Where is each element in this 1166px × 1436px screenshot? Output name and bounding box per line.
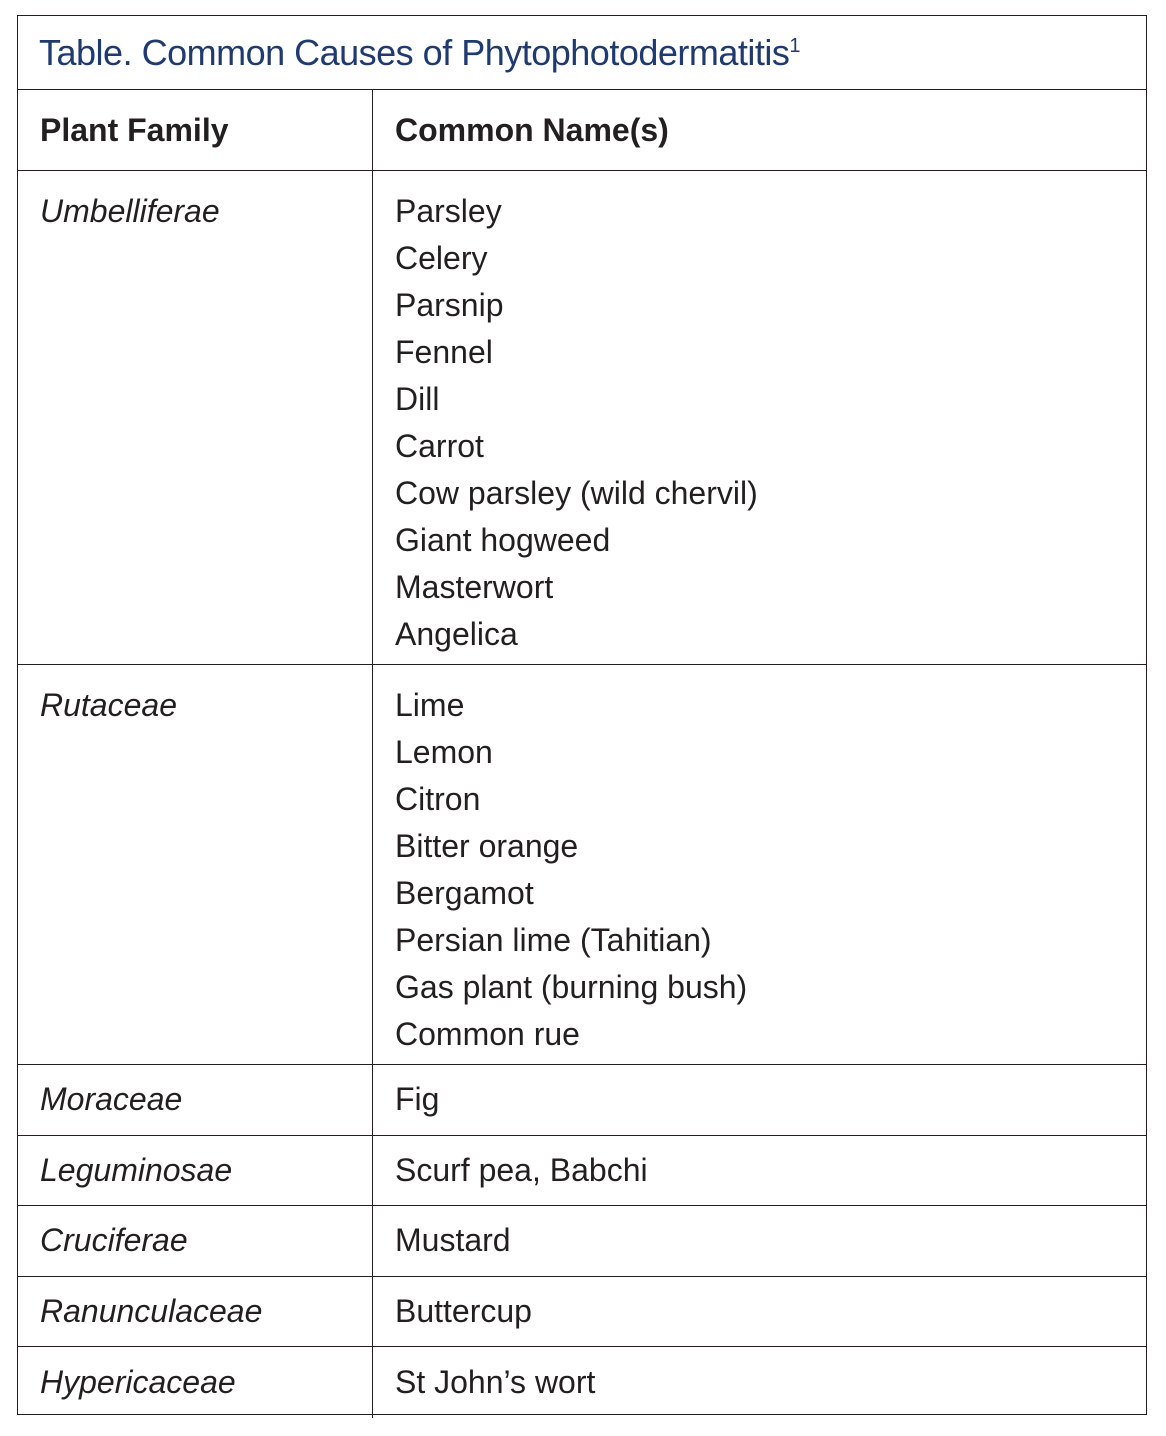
common-name: Bitter orange (395, 828, 579, 864)
common-name: Parsnip (395, 287, 504, 323)
table-title-row (18, 16, 1146, 90)
common-name: Fennel (395, 334, 493, 370)
family-cell: Hypericaceae (18, 1347, 373, 1418)
names-cell (373, 171, 1146, 665)
common-name: Masterwort (395, 569, 554, 605)
names-cell: Scurf pea, Babchi (373, 1136, 1146, 1207)
common-name: Angelica (395, 616, 518, 652)
family-cell: Rutaceae (18, 665, 373, 1065)
table-row (18, 1206, 1146, 1277)
table-row (18, 1136, 1146, 1207)
family-cell: Cruciferae (18, 1206, 373, 1277)
table-row (18, 1277, 1146, 1348)
common-name: Celery (395, 240, 488, 276)
family-cell: Leguminosae (18, 1136, 373, 1207)
common-name: Common rue (395, 1016, 580, 1052)
common-name: Gas plant (burning bush) (395, 969, 748, 1005)
family-cell: Ranunculaceae (18, 1277, 373, 1348)
table-row (18, 665, 1146, 1065)
table-title-text: Table. Common Causes of Phytophotodermatitis (39, 31, 790, 73)
header-plant-family: Plant Family (18, 90, 373, 171)
header-common-names: Common Name(s) (373, 90, 1146, 171)
family-cell: Umbelliferae (18, 171, 373, 665)
family-cell: Moraceae (18, 1065, 373, 1136)
common-name: Parsley (395, 193, 502, 229)
common-name: Lime (395, 687, 465, 723)
common-name: Bergamot (395, 875, 534, 911)
names-cell: Buttercup (373, 1277, 1146, 1348)
table-title (39, 32, 800, 74)
title-footnote-marker: 1 (789, 34, 801, 57)
common-name: Lemon (395, 734, 493, 770)
common-name: Giant hogweed (395, 522, 611, 558)
common-name: Dill (395, 381, 440, 417)
common-name: Carrot (395, 428, 484, 464)
table-row (18, 1065, 1146, 1136)
names-cell: St John’s wort (395, 1363, 596, 1400)
common-name: Persian lime (Tahitian) (395, 922, 712, 958)
common-name: Cow parsley (wild chervil) (395, 475, 758, 511)
table-header-row (18, 90, 1146, 171)
common-name: Citron (395, 781, 481, 817)
names-cell (373, 665, 1146, 1065)
causes-table (17, 15, 1147, 1415)
names-cell: Fig (373, 1065, 1146, 1136)
table-row (18, 1347, 1146, 1418)
table-row (18, 171, 1146, 665)
names-cell: Mustard (373, 1206, 1146, 1277)
